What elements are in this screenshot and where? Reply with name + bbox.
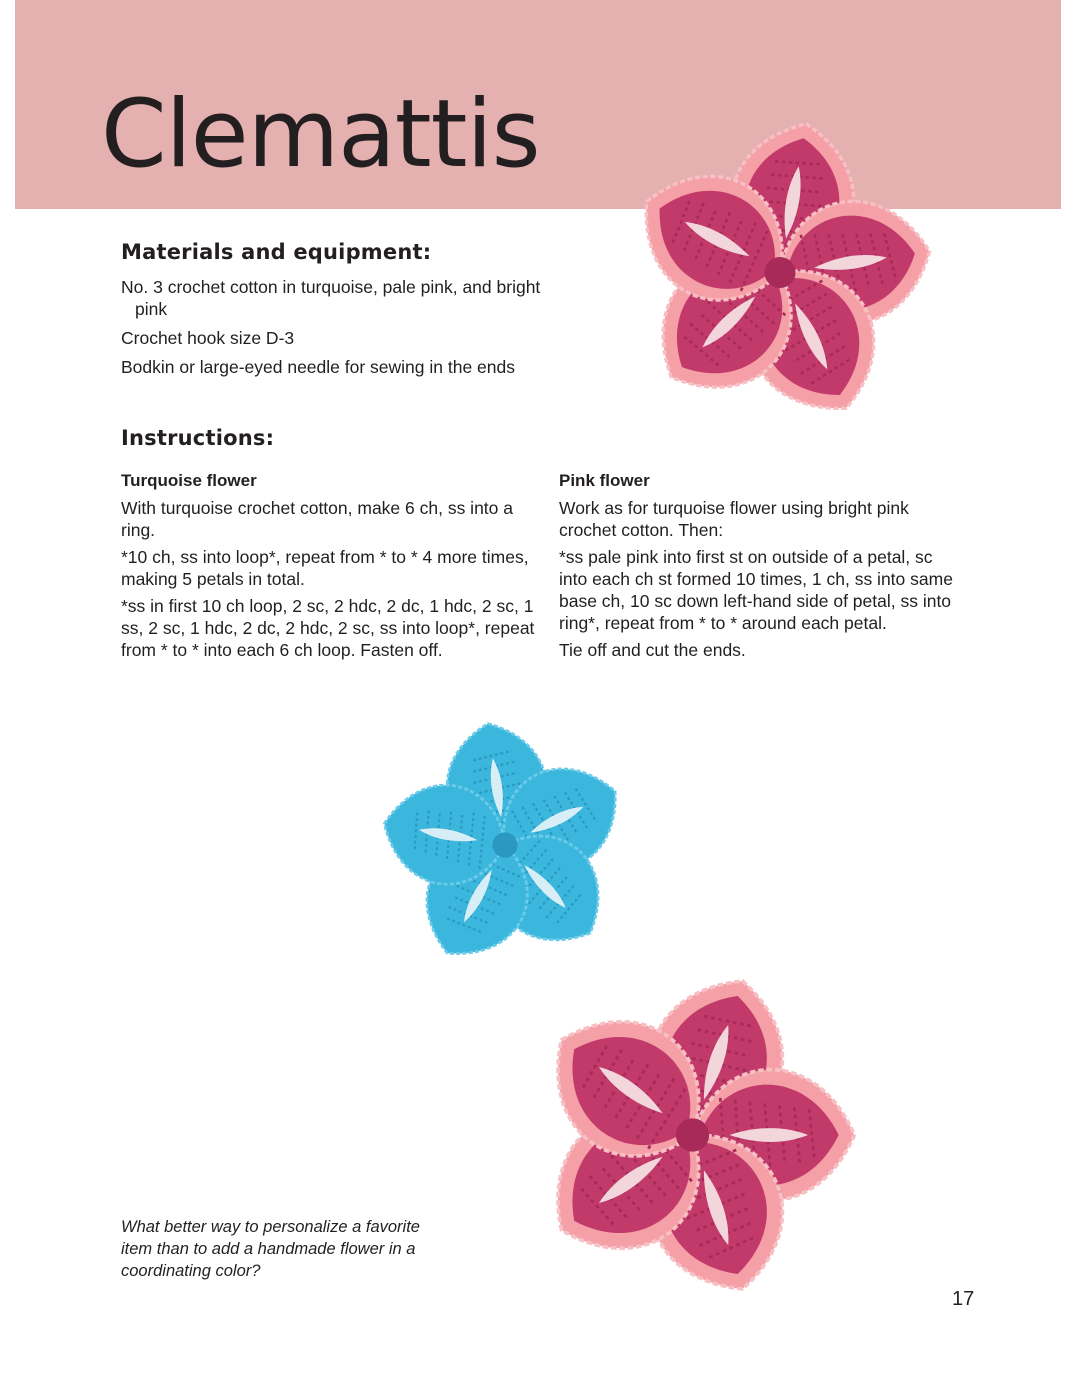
materials-list	[121, 276, 571, 385]
instruction-paragraph: *10 ch, ss into loop*, repeat from * to * 4 more times, making 5 petals in total.	[121, 547, 529, 589]
instruction-paragraph: *ss pale pink into first st on outside of a petal, sc into each ch st formed 10 times, 1 ch, ss into same base ch, 10 sc down left-hand side of petal, ss into ring*, repeat from * to * around each petal.	[559, 547, 953, 633]
pink-flower-image-bottom	[505, 950, 880, 1320]
instruction-paragraph: Tie off and cut the ends.	[559, 640, 746, 660]
instruction-paragraph: Work as for turquoise flower using bright pink crochet cotton. Then:	[559, 498, 909, 540]
instructions-heading: Instructions:	[121, 426, 275, 450]
materials-item: Bodkin or large-eyed needle for sewing in the ends	[121, 357, 515, 377]
page-number: 17	[952, 1288, 975, 1310]
instruction-paragraph: *ss in first 10 ch loop, 2 sc, 2 hdc, 2 dc, 1 hdc, 2 sc, 1 ss, 2 sc, 1 hdc, 2 dc, 2 hdc, 2 sc, ss into loop*, repeat from * to * into each 6 ch loop. Fasten off.	[121, 596, 535, 660]
turquoise-instructions	[121, 470, 541, 666]
pink-flower-heading: Pink flower	[559, 471, 650, 490]
page-title: Clemattis	[101, 80, 540, 189]
materials-item: No. 3 crochet cotton in turquoise, pale pink, and bright pink	[121, 277, 541, 319]
turquoise-flower-image	[340, 705, 670, 985]
pink-instructions	[559, 470, 954, 666]
materials-item: Crochet hook size D-3	[121, 328, 295, 348]
turquoise-flower-heading: Turquoise flower	[121, 471, 257, 490]
materials-heading: Materials and equipment:	[121, 240, 432, 264]
pink-flower-image-top	[600, 100, 960, 445]
instruction-paragraph: With turquoise crochet cotton, make 6 ch, ss into a ring.	[121, 498, 513, 540]
photo-caption: What better way to personalize a favorite item than to add a handmade flower in a coordinating color?	[121, 1217, 420, 1280]
